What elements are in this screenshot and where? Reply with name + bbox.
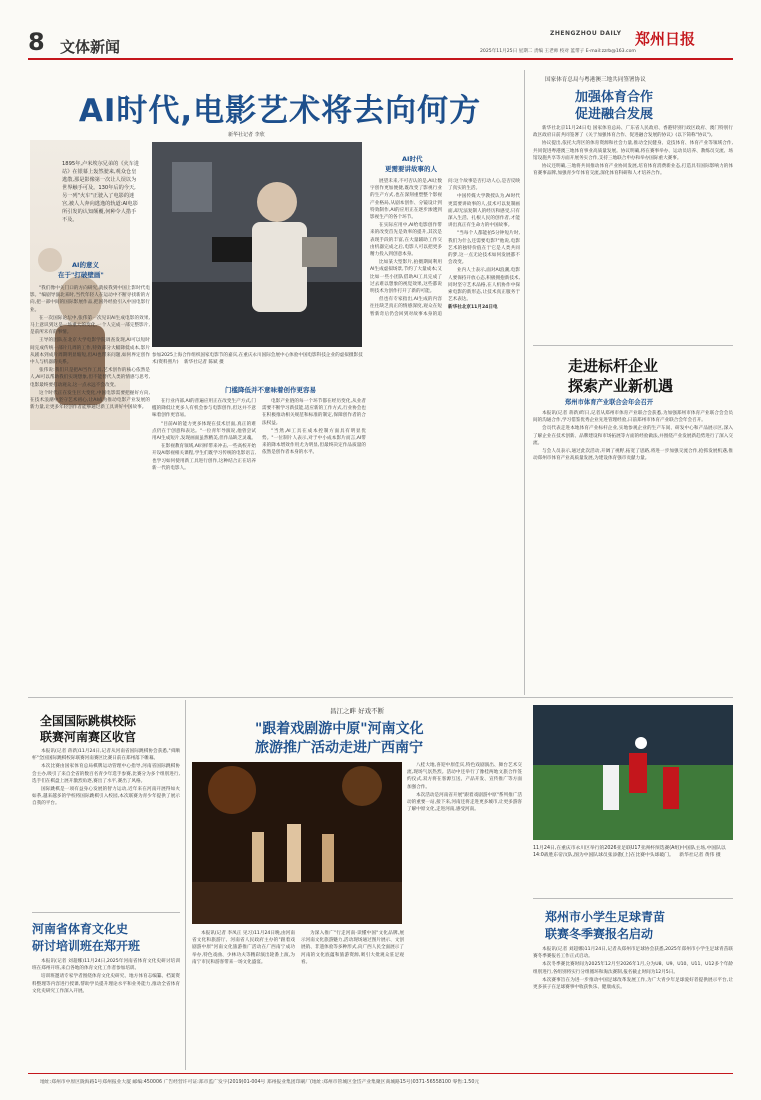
sub2-paragraph: 中国传媒大学教授认为,AI时代更需要讲故事的人,技术可以复制画面,却无法复制人的经历和感受,只有深入生活、扎根人民的创作者,才能讲出真正有生命力的中国故事。 [448,194,520,229]
football-photo-credit: 新华社记者 黄伟 摄 [679,853,721,859]
right-top-paragraph: 新华社北京11月24日电 国家体育总局、广东省人民政府、香港特别行政区政府、澳门特别行政区政府日前共同签署了《关于加强体育合作、促进融合发展的协议》(以下简称"协议")。 [533,126,733,139]
main-intro: 1895年,卢米埃尔兄弟的《火车进站》在银幕上轰然驶来,观众仓皇逃散,那是影像第一次让人误以为世界触手可及。130年后的今天,另一列"火车"正驶入了电影的迷宫,被人人奔向逃逸的轨道:AI电影所引发的认知颠覆,何种令人措手不及。 [62,161,140,223]
sub1-heading-top: AI的意义 [72,261,99,269]
football-body [533,946,733,1071]
chess-paragraph: 国际跳棋是一项有益身心发展的智力运动,近年来在河南开展得如火如荼,越来越多的学校将国际跳棋引入校园,本次联赛为青少年提供了展示自我的平台。 [32,787,180,807]
sub3-paragraph: 电影产业链的每一个环节都在经历变化,从业者需要不断学习新技能,适应新的工作方式,行业协会也在积极推动相关规范和标准的制定,保障创作者的合法权益。 [262,399,366,426]
chess-body [32,748,180,908]
right-bottom-divider [533,898,733,899]
sub1-paragraph: "我们像中关门口的方向研究,就按我到中国上影时代电影。"编剧导演北来时,当代年轻人在运动中不断寻找新的方向,把一部中间的国际影展作品,把国外经验引入中国电影行业。 [30,286,150,313]
right-mid-title-1: 走进标杆企业 [568,357,659,375]
sub3-heading: 门槛降低并不意味着创作更容易 [225,386,316,394]
date-line: 2025年11月25日 星期二 责编 王老师 校对 蓝带子 E-mail:zzrb@163.com [480,49,636,54]
football-paragraph: 本次赛事旨在为进一步推动中国足球改革发展工作,为广大青少年足球爱好者提供展示平台,让更多孩子在足球赛事中收获快乐、健康成长。 [533,977,733,991]
sub1-body [30,285,150,735]
main-photo-caption-text: 参加2025上海合作组织国家电影节的嘉宾,在重庆永川国际会展中心体验中国电影科技企业的虚拟摄影技术(资料照片) [152,353,363,365]
main-photo-credit: 新华社记者 陈斌 摄 [184,360,224,365]
tour-title-2: 旅游推广活动走进广西南宁 [255,740,423,756]
right-mid-paragraph: 会员代表走进本地体育产业标杆企业,实地参观企业的生产车间、研发中心和产品展示区,深入了解企业在技术创新、品牌建设和市场拓展等方面的经验做法,并围绕产业发展新趋势进行了深入交流。 [533,426,733,446]
right-top-paragraph: 协议还明确,三地将共同推动体育产业协同发展,培育体育消费新业态,打造具有国际影响力的体育赛事品牌,加强青少年体育交流,深化体育科研和人才培养合作。 [533,164,733,177]
right-top-title-2: 促进融合发展 [575,107,654,122]
football-photo [533,705,733,840]
culture-paragraph: 本报讯(记者 刘超娜)11月24日,2025年河南省体育文化史研讨培训班在郑州开班,来自各地的体育文化工作者参加培训。 [32,959,180,972]
sub1-heading: 在于"打破壁画" [58,271,104,279]
sub2-paragraph: 业内人士表示,面对AI浪潮,电影人要保持开放心态,积极拥抱新技术,同时坚守艺术品格,在人机协作中探索电影的新形态,让技术真正服务于艺术表达。 [448,268,520,303]
sub1-paragraph: 张伟说:我们只是把AI当作工具,艺术创作的核心依然是人,AI可以帮助我们实现想象,但不能替代人类的情感与思考,电影最终要打动观众,这一点永远不会改变。 [30,368,150,388]
tour-title-1: "跟着戏剧游中原"河南文化 [255,721,424,737]
football-paragraph: 本报讯(记者 刘超娜)11月24日,记者从郑州市足球协会获悉,2025年郑州市小学生足球青苗联赛冬季赛报名工作正式启动。 [533,947,733,960]
chess-paragraph: 本次比赛由国家体育总局棋牌运动管理中心指导,河南省国际跳棋协会主办,吸引了来自全省的数百名青少年选手参赛,比赛分为多个组别进行,选手们在棋盘上展开激烈角逐,赛出了水平,赛出了风格。 [32,764,180,784]
main-photo [152,142,362,347]
right-top-body [533,125,733,340]
sub1-paragraph: 在一次国际论坛中,张伟第一次见识AI生成电影的效果,马上意识到这是一场重大的变化,一个人完成一部完整影片,是前所未有的事情。 [30,315,150,336]
culture-title-2: 研讨培训班在郑开班 [32,939,141,953]
sub3-paragraph: 在行业内部,AI的普遍应用正在改变生产方式,门槛的降低让更多人有机会参与电影创作,但这并不意味着创作更容易。 [152,399,256,419]
sub2-body [370,178,520,546]
main-photo-caption [152,352,367,366]
tour-body-right [407,762,522,1052]
sub3-body [152,398,366,548]
chess-title-2: 联赛河南赛区收官 [40,730,137,744]
column-divider [524,70,525,695]
right-top-paragraph: 协议提出,依托大湾区的体育资源和社会力量,推动全民健身、竞技体育、体育产业等领域合作,共同促进粤港澳三地体育事业高质量发展。协议明确,将在赛事举办、运动员培养、教练员交流、场馆设施共享等方面开展务实合作,支持三地联合申办和举办国际重大赛事。 [533,141,733,161]
sub2-paragraph: "当每个人都能拍5分钟短片时,我们为什么还需要电影?"他说,电影艺术的独特价值在于它是人类共同的梦,这一点无论技术如何发展都不会改变。 [448,231,520,266]
right-mid-paragraph: 与会人员表示,通过此次活动,开阔了视野,拓宽了思路,将进一步加强交流合作,抢抓发展机遇,推动郑州市体育产业高质量发展,为建设体育强市贡献力量。 [533,449,733,462]
culture-title-1: 河南省体育文化史 [32,922,129,936]
main-byline: 新华社记者 李欣 [228,132,265,138]
page-number: 8 [28,28,45,56]
football-title-1: 郑州市小学生足球青苗 [545,910,666,924]
left-bottom-divider [32,912,180,913]
tour-stage-photo [192,762,402,924]
sub3-paragraph: "目前AI的能力更多体现在技术层面,真正的难点仍在于创意和表达。"一位青年导演说,他曾尝试用AI生成短片,发现画面虽然精美,但作品缺乏灵魂。 [152,421,256,442]
sub2-paragraph: 展望未来,不可否认的是,AI让数字创作更加便捷,既改变了影视行业的生产方式,也在深刻重塑整个影视产业格局,从剧本创作、分镜设计到特效制作,AI的应用正在逐步渗透到影视生产的各个环节。 [370,179,442,221]
football-photo-drawing [533,705,733,840]
tour-stage-drawing [192,762,402,924]
sub1-paragraph: 王导的团队在北京大学电影学院调查发现,AI可以短时间完成传统一部片几周的工作,特效部分大幅降低成本,影片从剧本到成片周期明显缩短,但AI也带来问题,如何界定创作中人与机器的关系。 [30,338,150,366]
middle-bottom-divider [185,700,186,1070]
culture-body [32,958,180,1068]
sub3-paragraph: 在影视教育领域,AI同样带来冲击,一些高校开始开设AI影视相关课程,学生们既学习传统的电影语言,也学习如何使用新工具进行创作,这种结合正在培养新一代的电影人。 [152,444,256,471]
right-mid-body [533,410,733,688]
tour-paragraph: 八桂大地,喜迎中原佳宾,特色戏剧演出、舞台艺术交流,现场气氛热烈。活动中还举行了豫桂两地文旅合作签约仪式,双方将在客源互送、产品开发、宣传推广等方面加强合作。 [407,763,522,790]
football-title-2: 联赛冬季赛报名启动 [545,927,654,941]
chess-title-1: 全国国际跳棋校际 [40,714,137,728]
right-mid-paragraph: 本报讯(记者 蒋新)昨日,记者从郑州市体育产业联合会获悉,为加强郑州市体育产业联合会会员间的沟通合作,学习借鉴优秀企业先进管理经验,日前郑州市体育产业联合会年会召开。 [533,411,733,424]
main-title: AI时代,电影艺术将去向何方 [78,93,482,129]
culture-paragraph: 培训班邀请专家学者围绕体育文化史研究、地方体育志编纂、档案资料整理等内容进行授课,帮助学员提升理论水平和业务能力,推动全省体育文化史研究工作深入开展。 [32,974,180,994]
horizontal-divider [28,697,733,698]
paper-name-en: ZHENGZHOU DAILY [550,30,622,37]
sub2-paragraph: 在实际应用中,AI给电影创作带来的改变首先是效率的提升,其次是表现手段的丰富,在大量辅助工作交由机器完成之后,电影人可以把更多精力投入到创意本身。 [370,223,442,258]
sub1-paragraph: 这个时代正在发生巨大变化,中国电影需要把握好方向,在技术浪潮中坚守艺术初心,让AI成为推动电影产业发展的新力量,让更多年轻创作者能够通过新工具讲好中国故事。 [30,390,150,411]
section-name: 文体新闻 [60,38,121,56]
right-mid-title-2: 探索产业新机遇 [568,377,674,395]
tour-paragraph: 本次活动是河南省开展"跟着戏剧游中原"系列推广活动的重要一站,接下来,河南还将走进更多城市,让更多游客了解中原文化,走进河南,感受河南。 [407,792,522,813]
tour-body-left [192,930,404,1065]
football-paragraph: 本次冬季赛比赛时间为2025年12月至2026年1月,分为U8、U9、U10、U11、U12多个年龄组别进行,各组别将实行分组循环和淘汰赛制,报名截止时间为12月5日。 [533,962,733,975]
right-top-title-1: 加强体育合作 [575,90,654,105]
sub2-paragraph: 但也有专家指出,AI生成的内容往往缺乏真正的情感深度,观众在短暂新奇后仍会回到对故事本身的追问:这个故事是否打动人心,是否反映了真实的生活。 [370,179,520,317]
paper-logo: 郑州日报 [635,30,696,48]
tour-kicker: 昌江之畔 好戏不断 [330,707,385,715]
right-top-kicker: 国家体育总局与粤港澳三地共同签署协议 [545,77,646,83]
right-divider-1 [533,345,733,346]
sub3-paragraph: "当然,AI工具在成本控制方面具有明显优势。"一位制片人表示,对于中小成本影片而言,AI带来的降本增效作用尤为明显,但最终决定作品质量的依然是创作者本身的水平。 [262,428,366,456]
sub2-heading: 更需要讲故事的人 [385,165,437,173]
sub2-heading-top: AI时代 [402,155,423,163]
football-photo-caption [533,845,733,859]
tour-paragraph: 为深入推广"行走河南·读懂中国"文化品牌,展示河南文化旅游魅力,活动现场通过图片展示、文创展销、非遗体验等多种形式,向广西人民全面展示了河南的文化底蕴和旅游资源,吸引大批观众驻足观看。 [301,931,404,965]
tour-paragraph: 本报讯(记者 李凤正 见习)11月24日晚,由河南省文化和旅游厅、河南省人民政府主办的"跟着戏剧游中原"河南文化旅游推广活动在广西南宁成功举办,特色戏曲、少林功夫等精彩演出轮番上演,为南宁市民和游客带来一场文化盛宴。 [192,931,295,965]
right-mid-subtitle: 郑州市体育产业联合会年会召开 [565,399,654,406]
footer-text: 地址:郑州市中原区陇海路1号郑州报业大厦 邮编:450006 广告经营许可证:郑市监广发字(2019)01-004号 郑州报业集团印刷厂(地址:郑州市管城区金岱产业集聚区商城路15号)0371-56558100 零售:1.50元 [40,1080,480,1085]
sub2-end-mark: 新华社北京11月24日电 [448,305,498,311]
header-rule [28,58,733,60]
sub2-paragraph: 比如某大型影片,拍摄期间利用AI生成虚拟场景,节约了大量成本;又比如一些小团队借助AI工具完成了过去难以想象的视觉效果,这些都说明技术为创作打开了新的可能。 [370,260,442,295]
chess-paragraph: 本报讯(记者 蒋新)11月24日,记者从河南省国际跳棋协会获悉,"舜顺杯"全国国际跳棋校际联赛河南赛区比赛日前在郑州落下帷幕。 [32,749,180,762]
main-photo-drawing [152,142,362,347]
football-photo-caption-text: 11月24日,在重庆市永川区举行的2026亚足联U17亚洲杯预选赛(A组)中国队主场,中国队以14:0战胜东帝汶队,图为中国队球员张添傲(上)在比赛中头球破门。 [533,846,726,859]
footer-rule [28,1073,733,1074]
